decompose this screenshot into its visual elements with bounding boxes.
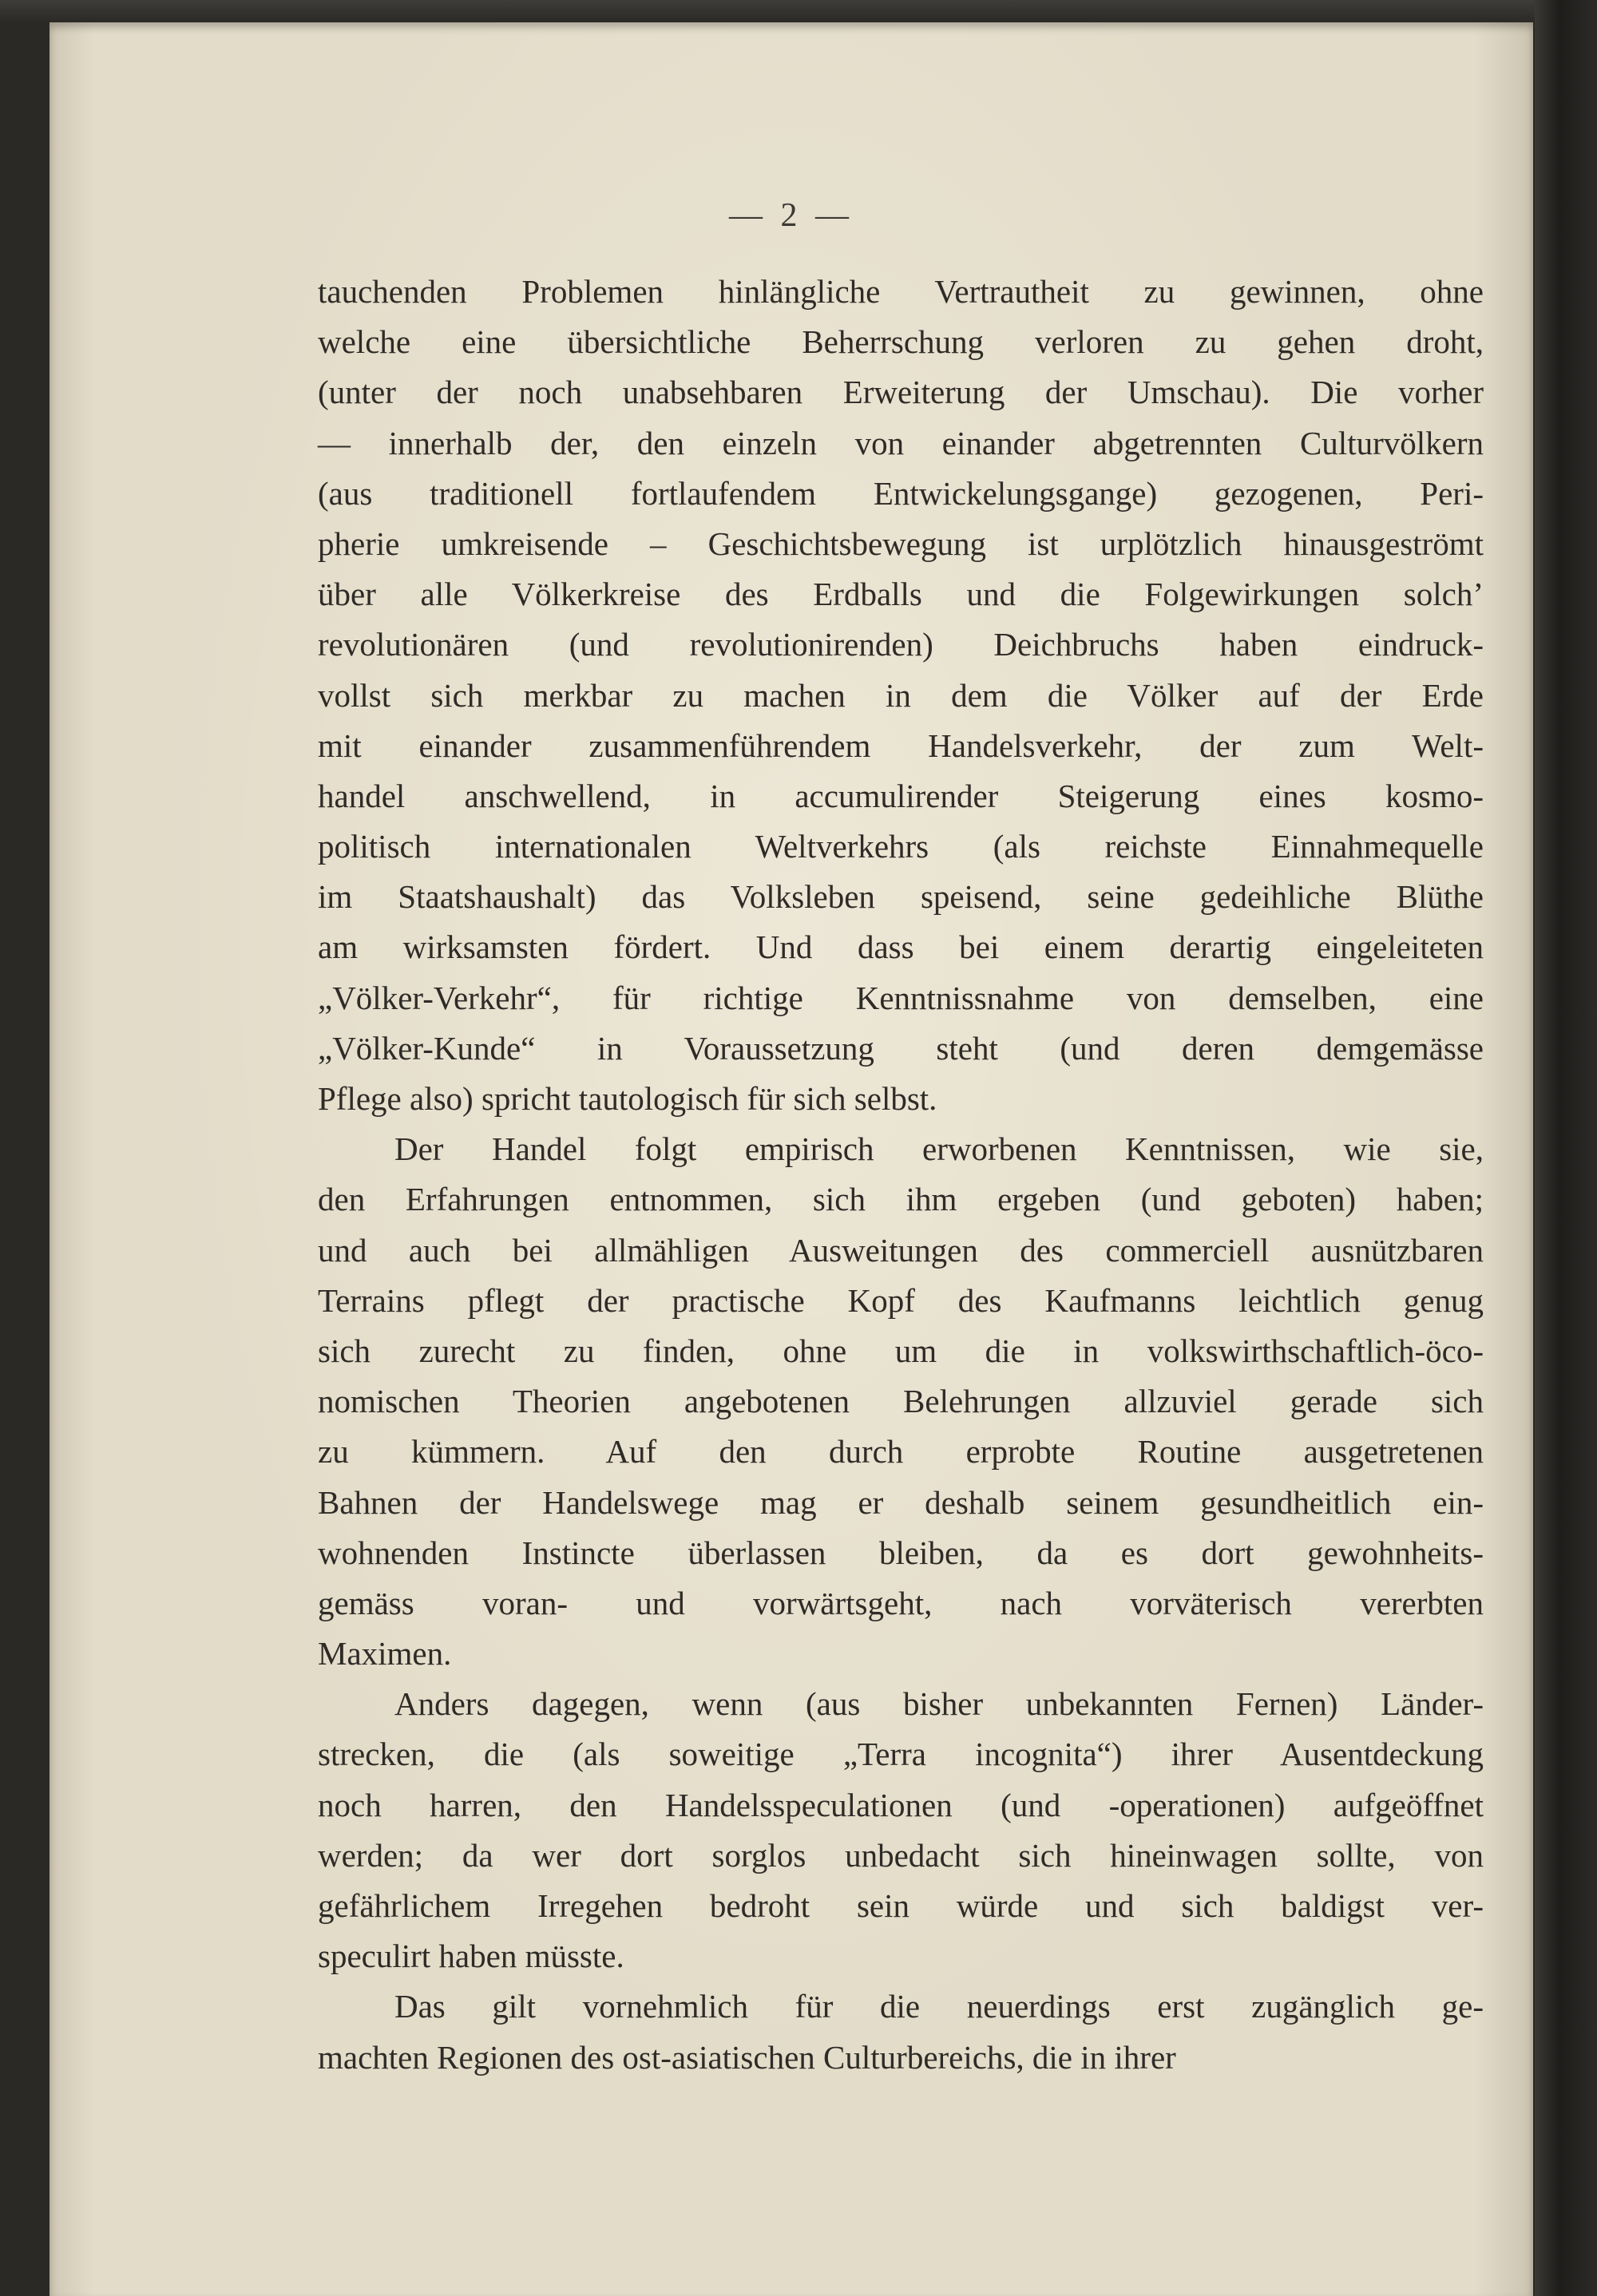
text-line: im Staatshaushalt) das Volksleben speisend, seine gedeihliche Blüthe	[318, 878, 1484, 916]
text-line: handel anschwellend, in accumulirender Steigerung eines kosmo-	[318, 777, 1484, 814]
text-line: gefährlichem Irregehen bedroht sein würde und sich baldigst ver-	[318, 1887, 1484, 1924]
text-line: vollst sich merkbar zu machen in dem die Völker auf der Erde	[318, 676, 1484, 714]
text-line: Terrains pflegt der practische Kopf des Kaufmanns leichtlich genug	[318, 1281, 1484, 1319]
text-line: Pflege also) spricht tautologisch für sich selbst.	[318, 1080, 937, 1117]
paragraph	[318, 267, 1484, 1124]
text-line: gemäss voran- und vorwärtsgeht, nach vorväterisch vererbten	[318, 1584, 1484, 1621]
text-line: strecken, die (als soweitige „Terra incognita“) ihrer Ausentdeckung	[318, 1736, 1484, 1773]
text-line: Bahnen der Handelswege mag er deshalb seinem gesundheitlich ein-	[318, 1483, 1484, 1521]
text-line: Das gilt vornehmlich für die neuerdings erst zugänglich ge-	[394, 1988, 1484, 2025]
text-line: am wirksamsten fördert. Und dass bei einem derartig eingeleiteten	[318, 928, 1484, 966]
text-line: den Erfahrungen entnommen, sich ihm ergeben (und geboten) haben;	[318, 1181, 1484, 1218]
text-line: mit einander zusammenführendem Handelsverkehr, der zum Welt-	[318, 726, 1484, 764]
text-line: über alle Völkerkreise des Erdballs und die Folgewirkungen solch’	[318, 576, 1484, 613]
text-line: Der Handel folgt empirisch erworbenen Kenntnissen, wie sie,	[394, 1130, 1484, 1168]
text-line: machten Regionen des ost-asiatischen Culturbereichs, die in ihrer	[318, 2038, 1176, 2076]
text-line: werden; da wer dort sorglos unbedacht sich hineinwagen sollte, von	[318, 1836, 1484, 1874]
paragraph	[318, 1981, 1484, 2082]
paragraph	[318, 1679, 1484, 1981]
book-page	[50, 22, 1533, 2296]
text-line: (unter der noch unabsehbaren Erweiterung der Umschau). Die vorher	[318, 374, 1484, 411]
text-line: und auch bei allmähligen Ausweitungen des commerciell ausnützbaren	[318, 1231, 1484, 1269]
text-line: (aus traditionell fortlaufendem Entwickelungsgange) gezogenen, Peri-	[318, 474, 1484, 512]
page-number: — 2 —	[729, 197, 854, 234]
text-line: wohnenden Instincte überlassen bleiben, da es dort gewohnheits-	[318, 1534, 1484, 1571]
text-line: welche eine übersichtliche Beherrschung verloren zu gehen droht,	[318, 323, 1484, 361]
text-line: „Völker-Verkehr“, für richtige Kenntnissnahme von demselben, eine	[318, 979, 1484, 1016]
book-binding-top	[0, 0, 1597, 22]
text-line: pherie umkreisende – Geschichtsbewegung ist urplötzlich hinausgeströmt	[318, 525, 1484, 562]
text-line: tauchenden Problemen hinlängliche Vertrautheit zu gewinnen, ohne	[318, 273, 1484, 310]
text-line: noch harren, den Handelsspeculationen (und -operationen) aufgeöffnet	[318, 1786, 1484, 1823]
text-line: „Völker-Kunde“ in Voraussetzung steht (und deren demgemässe	[318, 1029, 1484, 1067]
text-line: sich zurecht zu finden, ohne um die in volkswirthschaftlich-öco-	[318, 1332, 1484, 1369]
text-line: politisch internationalen Weltverkehrs (als reichste Einnahmequelle	[318, 828, 1484, 865]
text-line: — innerhalb der, den einzeln von einander abgetrennten Culturvölkern	[318, 424, 1484, 461]
text-line: revolutionären (und revolutionirenden) Deichbruchs haben eindruck-	[318, 626, 1484, 663]
book-binding-edge	[1535, 0, 1597, 2296]
text-line: speculirt haben müsste.	[318, 1938, 624, 1975]
text-line: zu kümmern. Auf den durch erprobte Routine ausgetretenen	[318, 1433, 1484, 1471]
body-text	[318, 267, 1484, 2083]
text-line: Maximen.	[318, 1635, 452, 1673]
text-line: Anders dagegen, wenn (aus bisher unbekannten Fernen) Länder-	[394, 1685, 1484, 1723]
text-line: nomischen Theorien angebotenen Belehrungen allzuviel gerade sich	[318, 1383, 1484, 1420]
paragraph	[318, 1124, 1484, 1679]
